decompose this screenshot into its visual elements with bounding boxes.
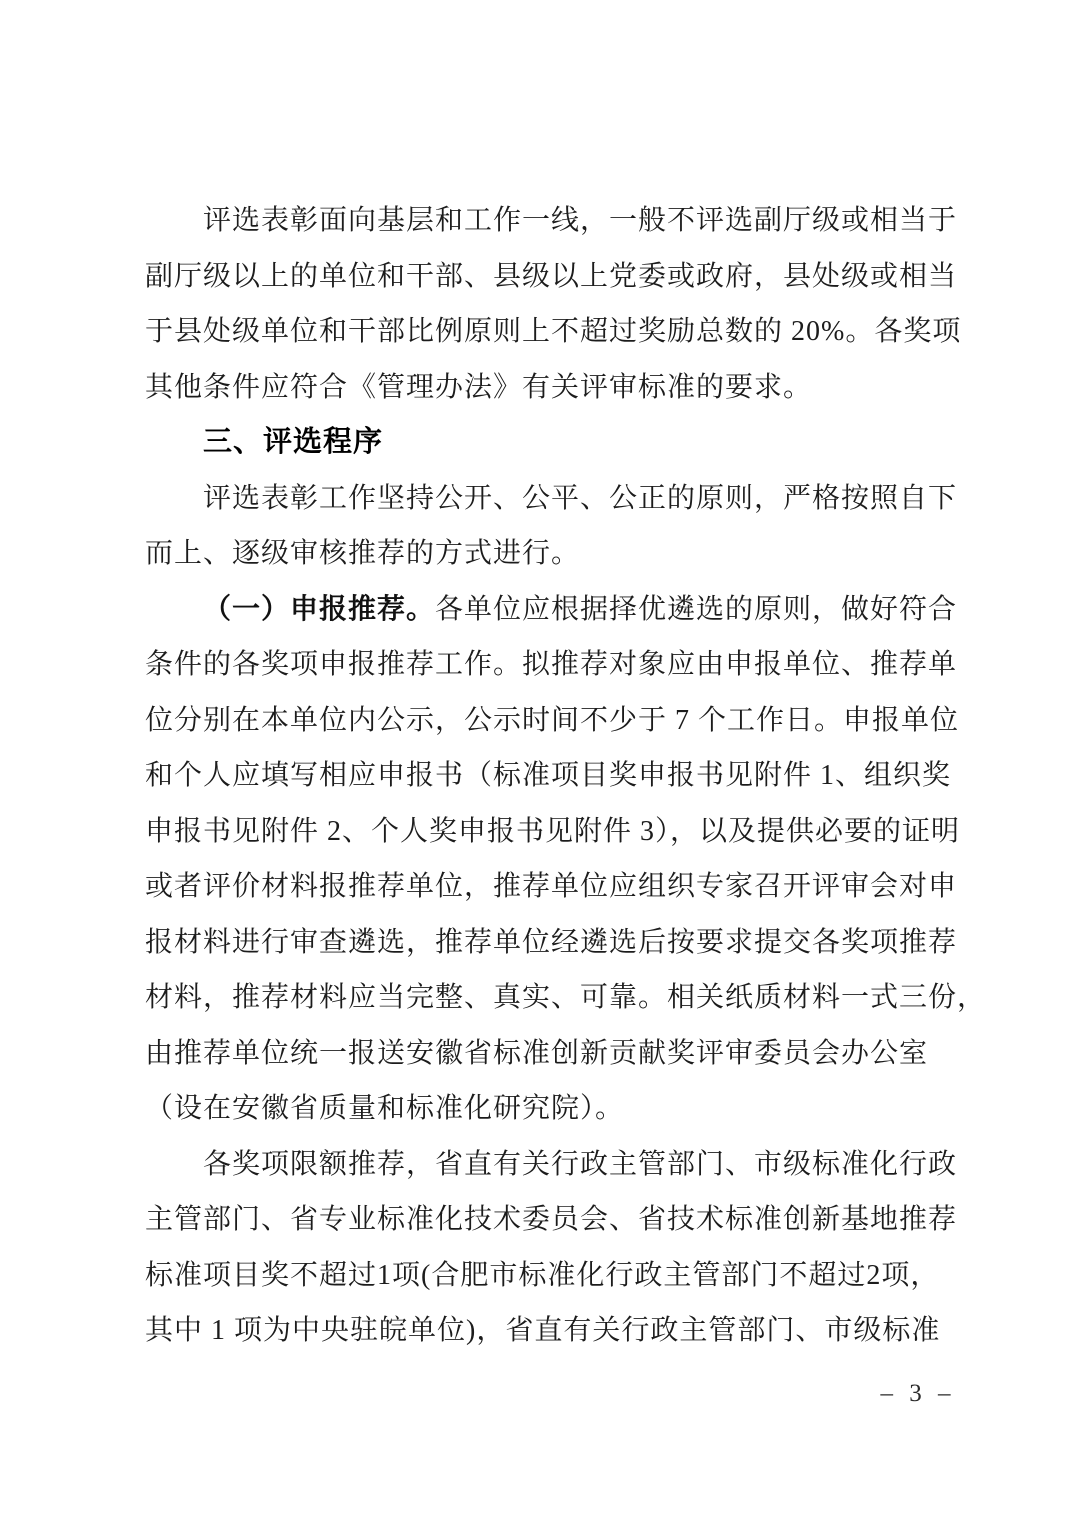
doc-line: 和个人应填写相应申报书（标准项目奖申报书见附件 1、组织奖 [145, 760, 952, 791]
doc-line: 副厅级以上的单位和干部、县级以上党委或政府，县处级或相当 [145, 260, 958, 292]
doc-line: 条件的各奖项申报推荐工作。拟推荐对象应由申报单位、推荐单 [145, 649, 958, 680]
doc-line: 标准项目奖不超过1项(合肥市标准化行政主管部门不超过2项， [145, 1259, 940, 1291]
subsection-run-in-heading: （一）申报推荐。 [203, 593, 436, 625]
doc-line: 评选表彰面向基层和工作一线，一般不评选副厅级或相当于 [203, 205, 958, 236]
document-text-block [145, 193, 987, 1359]
doc-line-text: 各单位应根据择优遴选的原则，做好符合 [435, 593, 958, 625]
doc-line: 评选表彰工作坚持公开、公平、公正的原则，严格按照自下 [203, 482, 958, 514]
doc-line: 主管部门、省专业标准化技术委员会、省技术标准创新基地推荐 [145, 1204, 958, 1235]
doc-line: 位分别在本单位内公示，公示时间不少于 7 个工作日。申报单位 [145, 704, 960, 736]
doc-line: （设在安徽省质量和标准化研究院）。 [145, 1093, 625, 1124]
doc-line: 申报书见附件 2、个人奖申报书见附件 3），以及提供必要的证明 [145, 815, 961, 847]
doc-line: 由推荐单位统一报送安徽省标准创新贡献奖评审委员会办公室 [145, 1037, 929, 1069]
doc-line: 其中 1 项为中央驻皖单位)，省直有关行政主管部门、市级标准 [145, 1315, 941, 1346]
doc-line: 或者评价材料报推荐单位，推荐单位应组织专家召开评审会对申 [145, 871, 958, 902]
doc-line: 而上、逐级审核推荐的方式进行。 [145, 538, 581, 569]
section-heading: 三、评选程序 [203, 426, 384, 458]
doc-line: 于县处级单位和干部比例原则上不超过奖励总数的 20%。各奖项 [145, 316, 962, 347]
doc-line: 其他条件应符合《管理办法》有关评审标准的要求。 [145, 371, 813, 403]
doc-line [145, 582, 963, 638]
doc-line: 各奖项限额推荐，省直有关行政主管部门、市级标准化行政 [203, 1148, 958, 1180]
doc-line: 材料，推荐材料应当完整、真实、可靠。相关纸质材料一式三份， [145, 982, 987, 1013]
page-number: – 3 – [880, 1380, 956, 1407]
doc-line: 报材料进行审查遴选，推荐单位经遴选后按要求提交各奖项推荐 [145, 926, 958, 958]
